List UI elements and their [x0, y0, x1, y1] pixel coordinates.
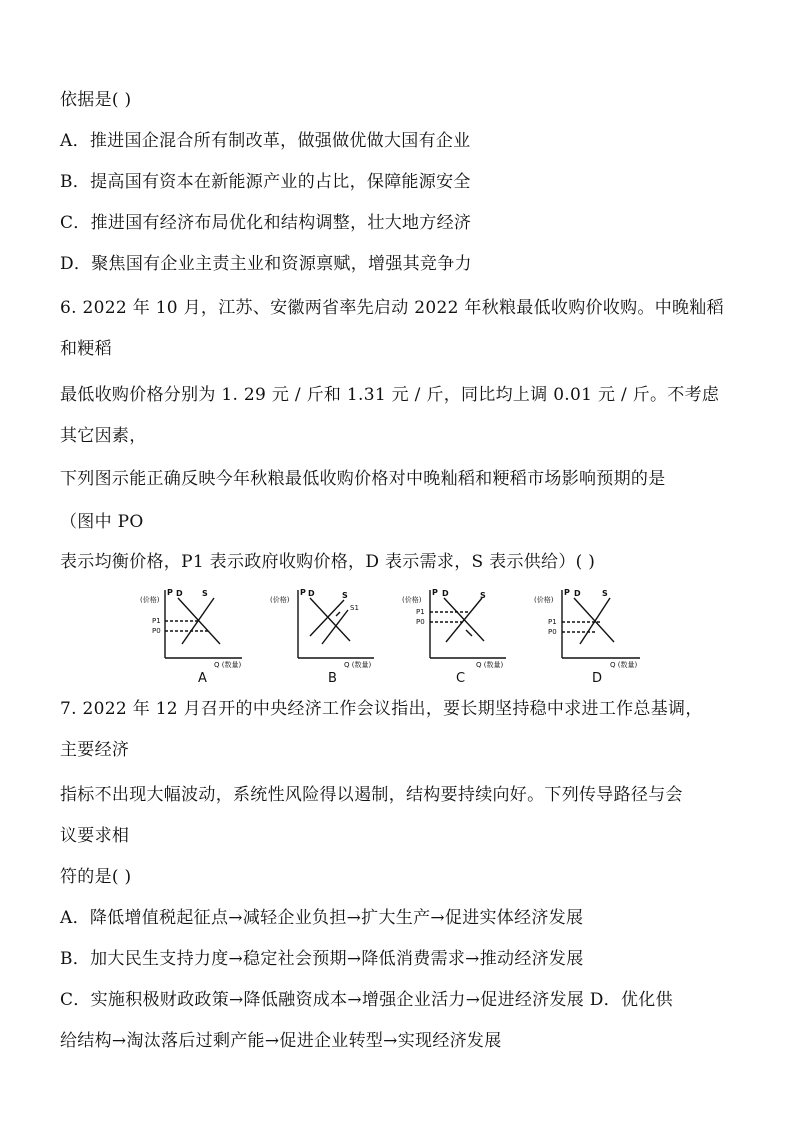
curve-d-label: D	[308, 589, 315, 598]
axis-x-label: Q (数量)	[476, 661, 504, 669]
q6-stem-line-1: 6. 2022 年 10 月，江苏、安徽两省率先启动 2022 年秋粮最低收购价收购。中晚籼稻	[60, 298, 724, 318]
curve-d-label: D	[442, 589, 449, 598]
q7-stem-line-1: 7. 2022 年 12 月召开的中央经济工作会议指出，要长期坚持稳中求进工作总基调，	[60, 699, 703, 719]
q6-stem-line-3: 最低收购价格分别为 1. 29 元 / 斤和 1.31 元 / 斤，同比均上调 0.01 元 / 斤。不考虑	[60, 385, 720, 405]
q5-option-b: B．提高国有资本在新能源产业的占比，保障能源安全	[60, 172, 471, 192]
q7-stem-line-2: 主要经济	[60, 740, 130, 760]
axis-y-label: P	[167, 588, 173, 597]
q5-option-d: D．聚焦国有企业主责主业和资源禀赋，增强其竞争力	[60, 254, 472, 274]
p0-label: P0	[548, 628, 557, 636]
q6-stem-line-2: 和粳稻	[60, 339, 112, 359]
graph-b	[268, 586, 388, 686]
graph-label: C	[456, 671, 466, 686]
p0-label: P0	[152, 627, 161, 635]
graph-label: D	[592, 671, 603, 686]
axis-x-label: Q (数量)	[214, 661, 242, 669]
q7-option-d: 给结构→淘汰落后过剩产能→促进企业转型→实现经济发展	[60, 1031, 502, 1051]
axis-y-label: P	[432, 588, 438, 597]
curve-d-label: D	[574, 589, 581, 598]
axis-x-label: Q (数量)	[344, 661, 372, 669]
graph-label: A	[198, 671, 207, 686]
axis-y-label: P	[300, 588, 306, 597]
q7-option-c: C．实施积极财政政策→降低融资成本→增强企业活力→促进经济发展 D．优化供	[60, 990, 673, 1010]
graph-a	[130, 586, 250, 686]
p1-label: P1	[152, 617, 161, 625]
q6-graph-options	[130, 586, 650, 686]
p0-label: P0	[416, 618, 425, 626]
curve-s-label: S	[602, 589, 608, 598]
graph-label: B	[328, 671, 337, 686]
q6-stem-line-5: 下列图示能正确反映今年秋粮最低收购价格对中晚籼稻和粳稻市场影响预期的是	[60, 469, 666, 489]
graph-c	[402, 586, 522, 686]
p1-label: P1	[548, 618, 557, 626]
q7-stem-end: 符的是( )	[60, 867, 132, 887]
p1-label: P1	[416, 608, 425, 616]
curve-s-label: S	[202, 589, 208, 598]
axis-y-name: (价格)	[140, 596, 160, 604]
q5-option-c: C．推进国有经济布局优化和结构调整，壮大地方经济	[60, 213, 472, 233]
axis-y-label: P	[564, 588, 570, 597]
q7-stem-line-3: 指标不出现大幅波动，系统性风险得以遏制，结构要持续向好。下列传导路径与会	[60, 785, 683, 805]
axis-x-label: Q (数量)	[610, 661, 638, 669]
curve-s-label: S	[342, 591, 348, 600]
curve-d-label: D	[176, 589, 183, 598]
q7-option-a: A．降低增值税起征点→减轻企业负担→扩大生产→促进实体经济发展	[60, 908, 584, 928]
curve-s-label: S	[480, 591, 486, 600]
q6-stem-line-4: 其它因素，	[60, 426, 147, 446]
s1-label: S1	[350, 604, 359, 612]
q7-stem-line-4: 议要求相	[60, 826, 130, 846]
q6-stem-line-7: 表示均衡价格，P1 表示政府收购价格，D 表示需求，S 表示供给）( )	[60, 552, 596, 572]
q5-stem-end: 依据是( )	[60, 90, 132, 110]
axis-y-name: (价格)	[270, 596, 290, 604]
q5-option-a: A．推进国企混合所有制改革，做强做优做大国有企业	[60, 131, 471, 151]
q6-stem-line-6: （图中 PO	[60, 512, 144, 532]
axis-y-name: (价格)	[402, 596, 422, 604]
graph-d	[530, 586, 650, 686]
axis-y-name: (价格)	[534, 596, 554, 604]
q7-option-b: B．加大民生支持力度→稳定社会预期→降低消费需求→推动经济发展	[60, 949, 584, 969]
